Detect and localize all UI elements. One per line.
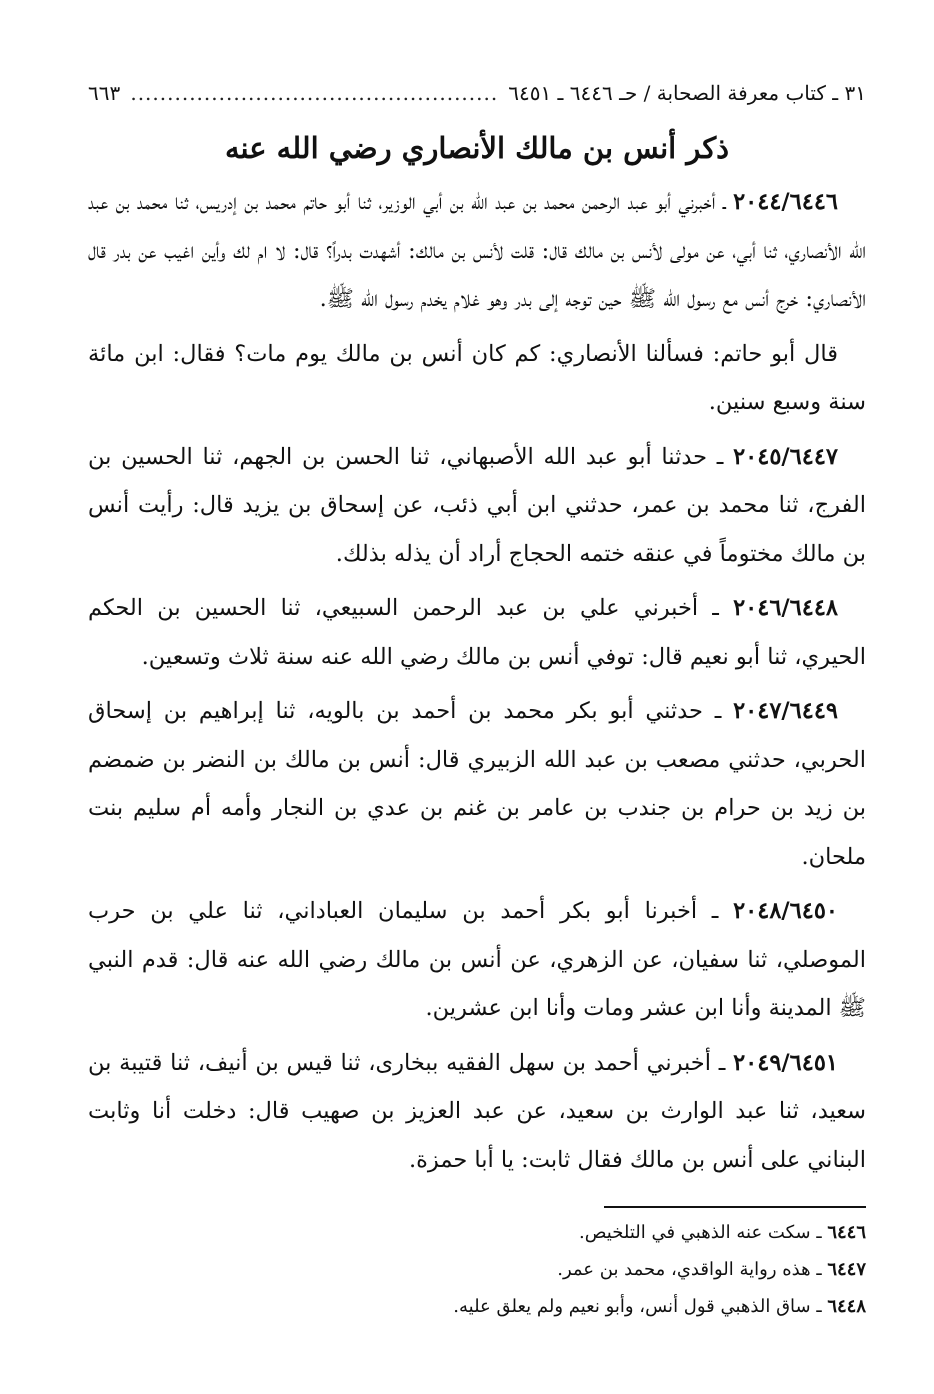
hadith-number: ٢٠٤٩/٦٤٥١: [733, 1049, 838, 1076]
footnote: [88, 1288, 866, 1325]
hadith-text: ـ حدثنا أبو عبد الله الأصبهاني، ثنا الحسن بن الجهم، ثنا الحسين بن الفرج، ثنا محمد بن عمر، حدثني ابن أبي ذئب، عن إسحاق بن يزيد قال: رأيت أنس بن مالك مختوماً في عنقه ختمه الحجاج أراد أن يذله بذلك.: [88, 443, 866, 567]
page-number: ٦٦٣: [88, 81, 121, 105]
hadith-entry: [88, 433, 866, 579]
hadith-number: ٢٠٤٧/٦٤٤٩: [733, 698, 838, 724]
hadith-text: ـ أخبرني أبو عبد الرحمن محمد بن عبد الله بن أبي الوزير، ثنا أبو حاتم محمد بن إدريس، ثنا محمد بن عبد الله الأنصاري، ثنا أبي، عن مولى لأنس بن مالك قال: قلت لأنس بن مالك: أشهدت بدراً؟ قال: لا ام لك وأين اغيب عن بدر قال الأنصاري: خرج أنس مع رسول الله ﷺ حين توجه إلى بدر وهو غلام يخدم رسول الله ﷺ.: [88, 189, 866, 312]
hadith-text: ـ أخبرني أحمد بن سهل الفقيه ببخارى، ثنا قيس بن أنيف، ثنا قتيبة بن سعيد، ثنا عبد الوارث بن سعيد، عن عبد العزيز بن صهيب قال: دخلت أنا وثابت البناني على أنس بن مالك فقال ثابت: يا أبا حمزة.: [88, 1049, 866, 1173]
hadith-text: ـ أخبرنا أبو بكر أحمد بن سليمان العباداني، ثنا علي بن حرب الموصلي، ثنا سفيان، عن الزهري، عن أنس بن مالك رضي الله عنه قال: قدم النبي ﷺ المدينة وأنا ابن عشر ومات وأنا ابن عشرين.: [88, 898, 866, 1021]
running-header-title: ٣١ ـ كتاب معرفة الصحابة / حـ ٦٤٤٦ ـ ٦٤٥١: [508, 81, 866, 105]
hadith-entry: [88, 887, 866, 1033]
hadith-number: ٢٠٤٦/٦٤٤٨: [733, 595, 838, 621]
hadith-entry: [88, 687, 866, 881]
footnote-divider: [604, 1206, 866, 1208]
footnote-text: ـ ساق الذهبي قول أنس، وأبو نعيم ولم يعلق عليه.: [453, 1296, 828, 1317]
book-page: [88, 78, 866, 1358]
hadith-text: ـ أخبرني علي بن عبد الرحمن السبيعي، ثنا الحسين بن الحكم الحيري، ثنا أبو نعيم قال: توفي أنس بن مالك رضي الله عنه سنة ثلاث وتسعين.: [88, 595, 866, 670]
hadith-number: ٢٠٤٥/٦٤٤٧: [733, 443, 838, 470]
footnote-number: ٦٤٤٨: [827, 1296, 866, 1317]
footnote: [88, 1251, 866, 1288]
footnote-text: ـ سكت عنه الذهبي في التلخيص.: [579, 1222, 828, 1243]
hadith-entry: [88, 584, 866, 681]
hadith-note: [88, 330, 866, 427]
dotted-leader: [130, 78, 498, 108]
section-title: ذكر أنس بن مالك الأنصاري رضي الله عنه: [224, 131, 730, 165]
footnote-number: ٦٤٤٦: [827, 1222, 866, 1243]
footnote-text: ـ هذه رواية الواقدي، محمد بن عمر.: [557, 1259, 828, 1280]
hadith-number: ٢٠٤٤/٦٤٤٦: [733, 189, 838, 215]
footnote: [88, 1214, 866, 1251]
hadith-entry: [88, 1039, 866, 1185]
footnotes: [88, 1214, 866, 1325]
hadith-text: قال أبو حاتم: فسألنا الأنصاري: كم كان أنس بن مالك يوم مات؟ فقال: ابن مائة سنة وسبع سنين.: [88, 340, 866, 415]
footnote-number: ٦٤٤٧: [827, 1259, 866, 1280]
body-text: [88, 178, 866, 1184]
hadith-entry: [88, 178, 866, 324]
hadith-text: ـ حدثني أبو بكر محمد بن أحمد بن بالويه، ثنا إبراهيم بن إسحاق الحربي، حدثني مصعب بن عبد الله الزبيري قال: أنس بن مالك بن النضر بن ضمضم بن زيد بن حرام بن جندب بن عامر بن غنم بن عدي بن النجار وأمه أم سليم بنت ملحان.: [88, 698, 866, 870]
running-header: [88, 78, 866, 108]
hadith-number: ٢٠٤٨/٦٤٥٠: [733, 898, 838, 924]
